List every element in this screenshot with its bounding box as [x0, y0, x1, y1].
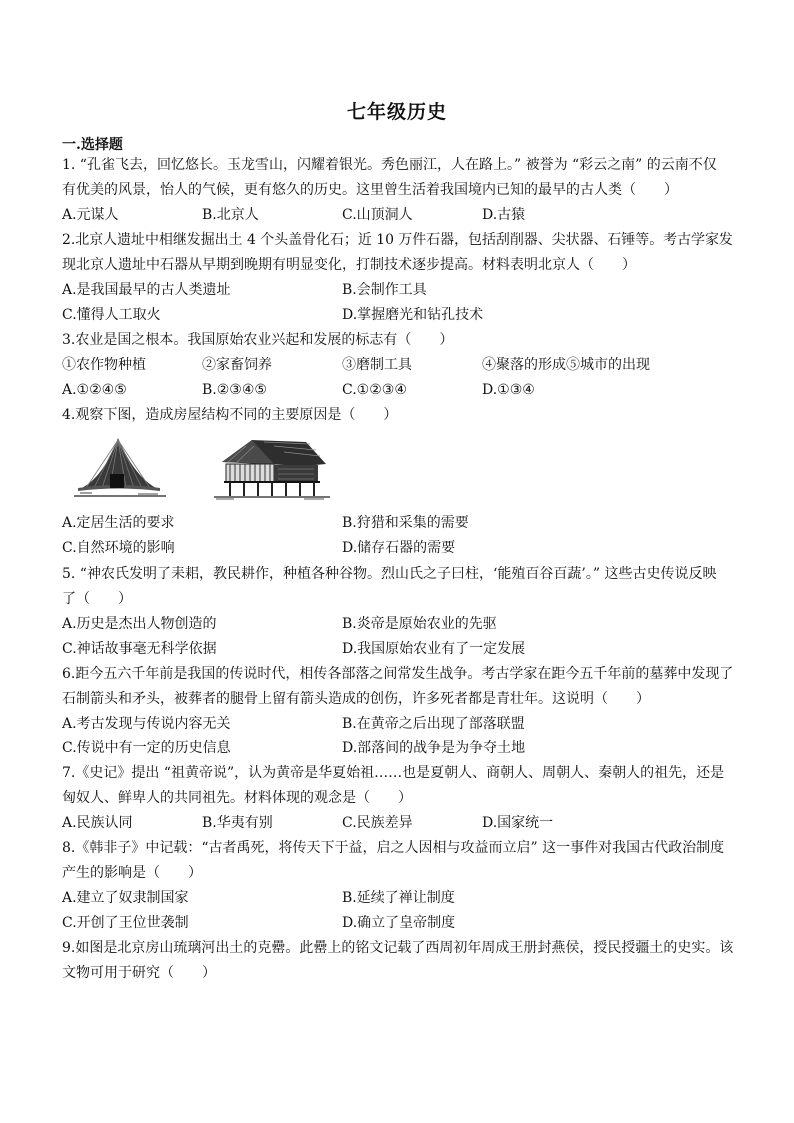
option-b[interactable]: B.②③④⑤ — [202, 382, 267, 398]
option-d[interactable]: D.国家统一 — [482, 815, 554, 831]
option-d[interactable]: D.古猿 — [482, 207, 526, 223]
option-c[interactable]: C.民族差异 — [342, 815, 413, 831]
option-d[interactable]: D.我国原始农业有了一定发展 — [342, 641, 526, 657]
question-5-line-1: 5. “神农氏发明了耒耜，教民耕作，种植各种谷物。烈山氏之子曰柱，‘能殖百谷百蔬’。” 这些古史传说反映 — [62, 566, 717, 582]
option-c[interactable]: C.①②③④ — [342, 382, 407, 398]
option-d[interactable]: D.①③④ — [482, 382, 535, 398]
option-a[interactable]: A.历史是杰出人物创造的 — [62, 616, 217, 632]
option-b[interactable]: B.会制作工具 — [342, 282, 427, 298]
stilt-house-image — [214, 440, 330, 499]
option-b[interactable]: B.炎帝是原始农业的先驱 — [342, 616, 497, 632]
option-c[interactable]: C.懂得人工取火 — [62, 307, 161, 323]
item-3: ③磨制工具 — [342, 357, 412, 373]
option-a[interactable]: A.定居生活的要求 — [62, 515, 175, 531]
option-b[interactable]: B.延续了禅让制度 — [342, 890, 455, 906]
question-6-line-1: 6.距今五六千年前是我国的传说时代，相传各部落之间常发生战争。考古学家在距今五千年前的墓葬中发现了 — [62, 666, 734, 682]
round-hut-image — [74, 438, 166, 496]
item-4-5: ④聚落的形成⑤城市的出现 — [482, 357, 650, 373]
option-b[interactable]: B.华夷有别 — [202, 815, 273, 831]
option-a[interactable]: A.民族认同 — [62, 815, 133, 831]
option-b[interactable]: B.在黄帝之后出现了部落联盟 — [342, 716, 525, 732]
option-d[interactable]: D.掌握磨光和钻孔技术 — [342, 307, 484, 323]
question-4-line-1: 4.观察下图，造成房屋结构不同的主要原因是（ ） — [62, 407, 398, 423]
option-b[interactable]: B.狩猎和采集的需要 — [342, 515, 469, 531]
option-d[interactable]: D.确立了皇帝制度 — [342, 915, 456, 931]
option-c[interactable]: C.山顶洞人 — [342, 207, 413, 223]
house-illustrations — [74, 436, 334, 502]
option-c[interactable]: C.神话故事毫无科学依据 — [62, 641, 217, 657]
question-5-line-2: 了（ ） — [62, 591, 132, 607]
option-b[interactable]: B.北京人 — [202, 207, 259, 223]
question-1-line-1: 1. “孔雀飞去，回忆悠长。玉龙雪山，闪耀着银光。秀色丽江，人在路上。” 被誉为 “彩云之南” 的云南不仅 — [62, 157, 717, 173]
question-2-line-1: 2.北京人遗址中相继发掘出土 4 个头盖骨化石；近 10 万件石器，包括刮削器、尖状器、石锤等。考古学家发 — [62, 232, 733, 248]
question-6-line-2: 石制箭头和矛头，被葬者的腿骨上留有箭头造成的创伤，许多死者都是青壮年。这说明（ ） — [62, 691, 650, 707]
option-d[interactable]: D.部落间的战争是为争夺土地 — [342, 740, 526, 756]
question-7-line-1: 7.《史记》提出 “祖黄帝说”，认为黄帝是华夏始祖……也是夏朝人、商朝人、周朝人、秦朝人的祖先，还是 — [62, 765, 725, 781]
option-a[interactable]: A.建立了奴隶制国家 — [62, 890, 189, 906]
option-a[interactable]: A.①②④⑤ — [62, 382, 127, 398]
question-9-line-1: 9.如图是北京房山琉璃河出土的克罍。此罍上的铭文记载了西周初年周成王册封燕侯，授民授疆土的史实。该 — [62, 940, 734, 956]
question-8-line-2: 产生的影响是（ ） — [62, 865, 202, 881]
item-1: ①农作物种植 — [62, 357, 146, 373]
option-c[interactable]: C.传说中有一定的历史信息 — [62, 740, 231, 756]
question-8-line-1: 8.《韩非子》中记载：“古者禹死，将传天下于益，启之人因相与攻益而立启” 这一事件对我国古代政治制度 — [62, 840, 725, 856]
page-title: 七年级历史 — [346, 101, 447, 123]
question-3-line-1: 3.农业是国之根本。我国原始农业兴起和发展的标志有（ ） — [62, 332, 454, 348]
item-2: ②家畜饲养 — [202, 357, 272, 373]
option-c[interactable]: C.自然环境的影响 — [62, 540, 175, 556]
option-c[interactable]: C.开创了王位世袭制 — [62, 915, 189, 931]
option-d[interactable]: D.储存石器的需要 — [342, 540, 456, 556]
option-a[interactable]: A.是我国最早的古人类遗址 — [62, 282, 231, 298]
question-1-line-2: 有优美的风景，怡人的气候，更有悠久的历史。这里曾生活着我国境内已知的最早的古人类（ ） — [62, 182, 678, 198]
question-7-line-2: 匈奴人、鲜卑人的共同祖先。材料体现的观念是（ ） — [62, 790, 412, 806]
option-a[interactable]: A.元谋人 — [62, 207, 119, 223]
question-2-line-2: 现北京人遗址中石器从早期到晚期有明显变化，打制技术逐步提高。材料表明北京人（ ） — [62, 257, 636, 273]
section-heading: 一.选择题 — [62, 137, 123, 153]
option-a[interactable]: A.考古发现与传说内容无关 — [62, 716, 231, 732]
question-9-line-2: 文物可用于研究（ ） — [62, 965, 216, 981]
